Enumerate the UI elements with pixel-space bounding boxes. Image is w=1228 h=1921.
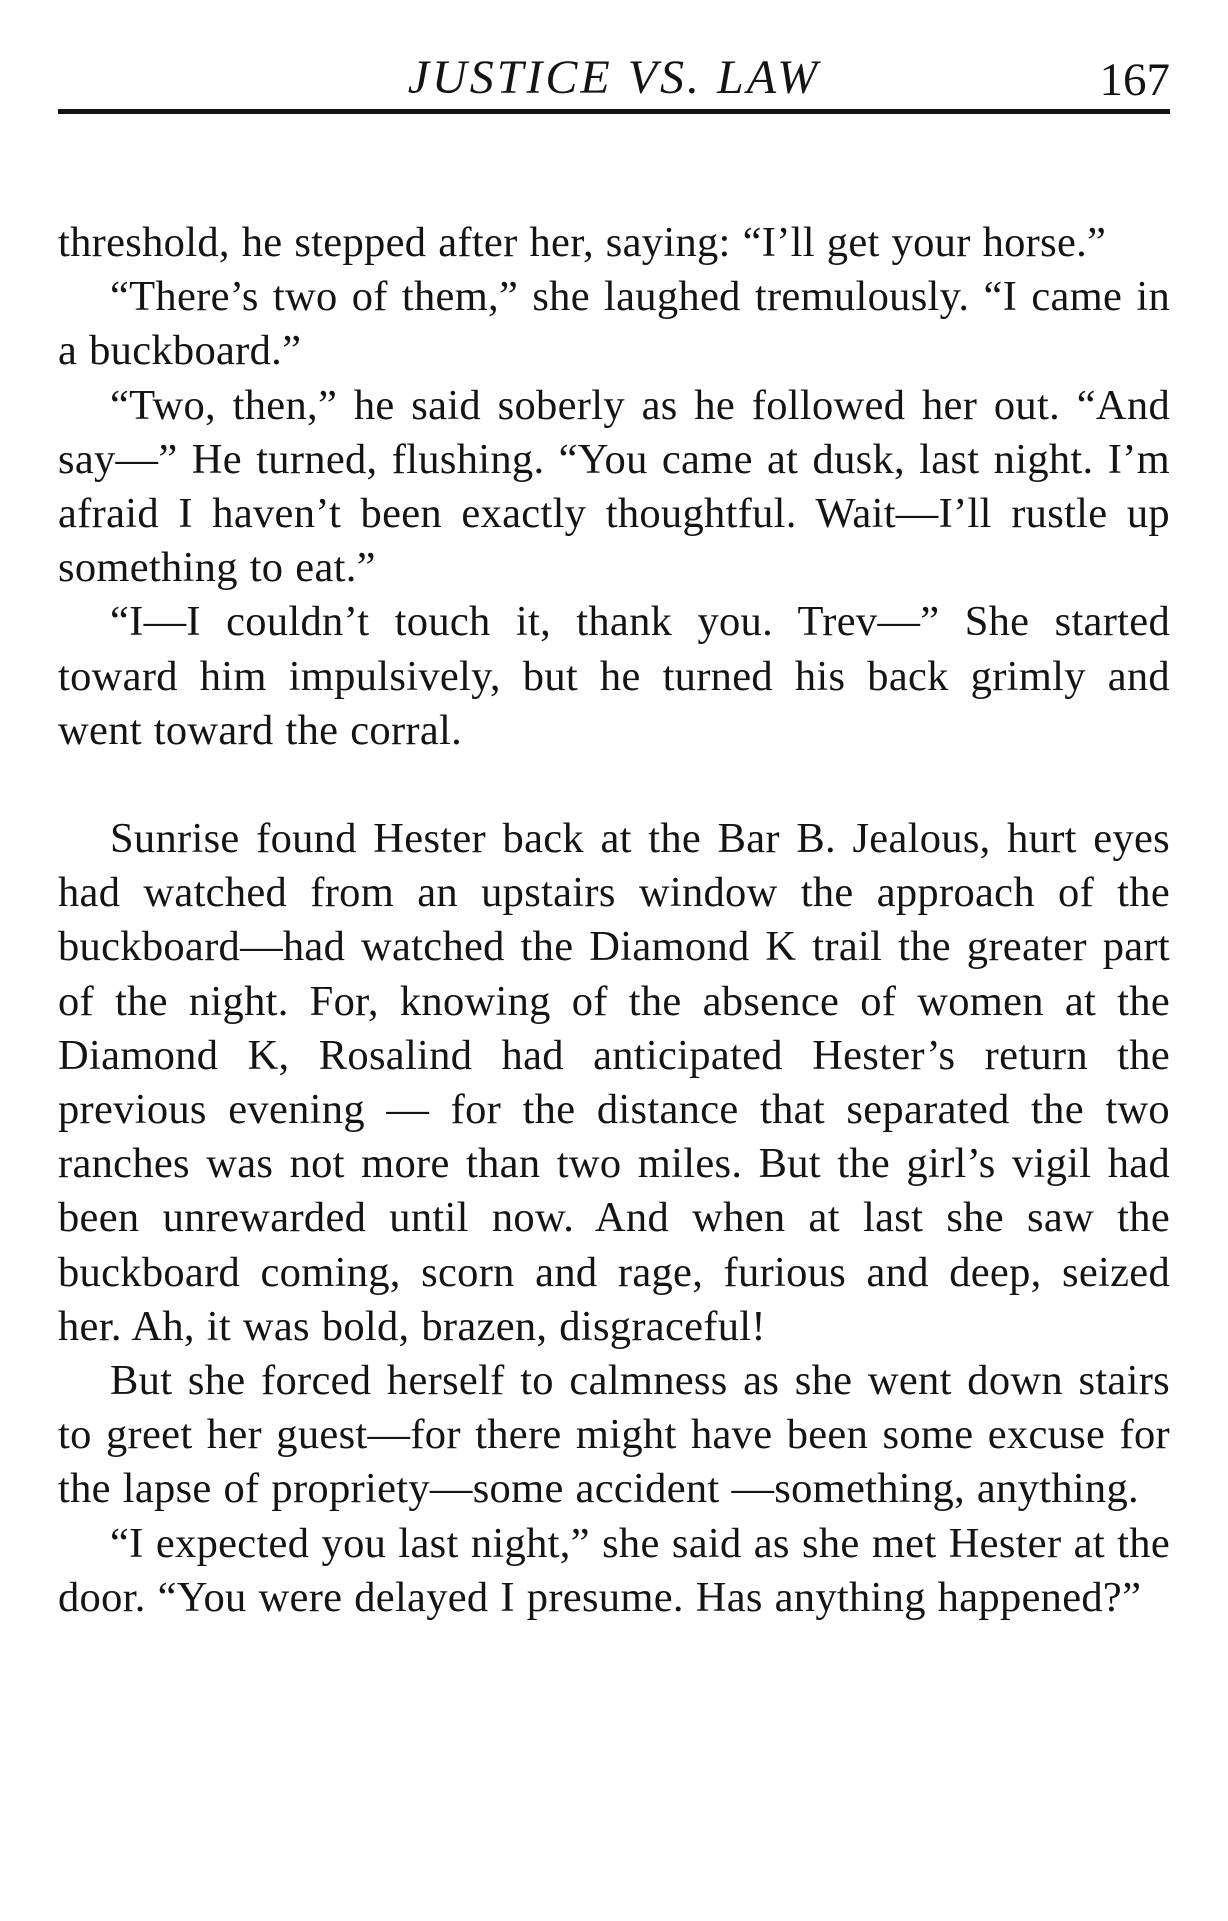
paragraph-2: “There’s two of them,” she laughed tremulously. “I came in a buckboard.”: [58, 273, 1170, 375]
running-head-title: JUSTICE VS. LAW: [407, 51, 821, 104]
body-text: [58, 216, 1170, 1625]
page-number: 167: [1099, 54, 1170, 106]
paragraph-1: threshold, he stepped after her, saying: “I’ll get your horse.”: [58, 219, 1107, 266]
paragraph-5: Sunrise found Hester back at the Bar B. Jealous, hurt eyes had watched from an upstairs window the approach of the buckboard—had watched the Diamond K trail the greater part of the night. For, knowing of the absence of women at the Diamond K, Rosalind had anticipated Hester’s return the previous evening — for the distance that separated the two ranches was not more than two miles. But the girl’s vigil had been unrewarded until now. And when at last she saw the buckboard coming, scorn and rage, furious and deep, seized her. Ah, it was bold, brazen, disgraceful!: [58, 815, 1170, 1350]
header-rule: [58, 109, 1170, 114]
book-page: [58, 40, 1170, 1625]
paragraph-6: But she forced herself to calmness as she went down stairs to greet her guest—for there might have been some excuse for the lapse of propriety—some accident —something, anything.: [58, 1357, 1170, 1513]
paragraph-4: “I—I couldn’t touch it, thank you. Trev—” She started toward him impulsively, but he turned his back grimly and went toward the corral.: [58, 598, 1170, 754]
running-head: [58, 40, 1170, 108]
paragraph-3: “Two, then,” he said soberly as he followed her out. “And say—” He turned, flushing. “You came at dusk, last night. I’m afraid I haven’t been exactly thoughtful. Wait—I’ll rustle up something to eat.”: [58, 381, 1170, 592]
paragraph-7: “I expected you last night,” she said as she met Hester at the door. “You were delayed I presume. Has anything happened?”: [58, 1519, 1170, 1621]
